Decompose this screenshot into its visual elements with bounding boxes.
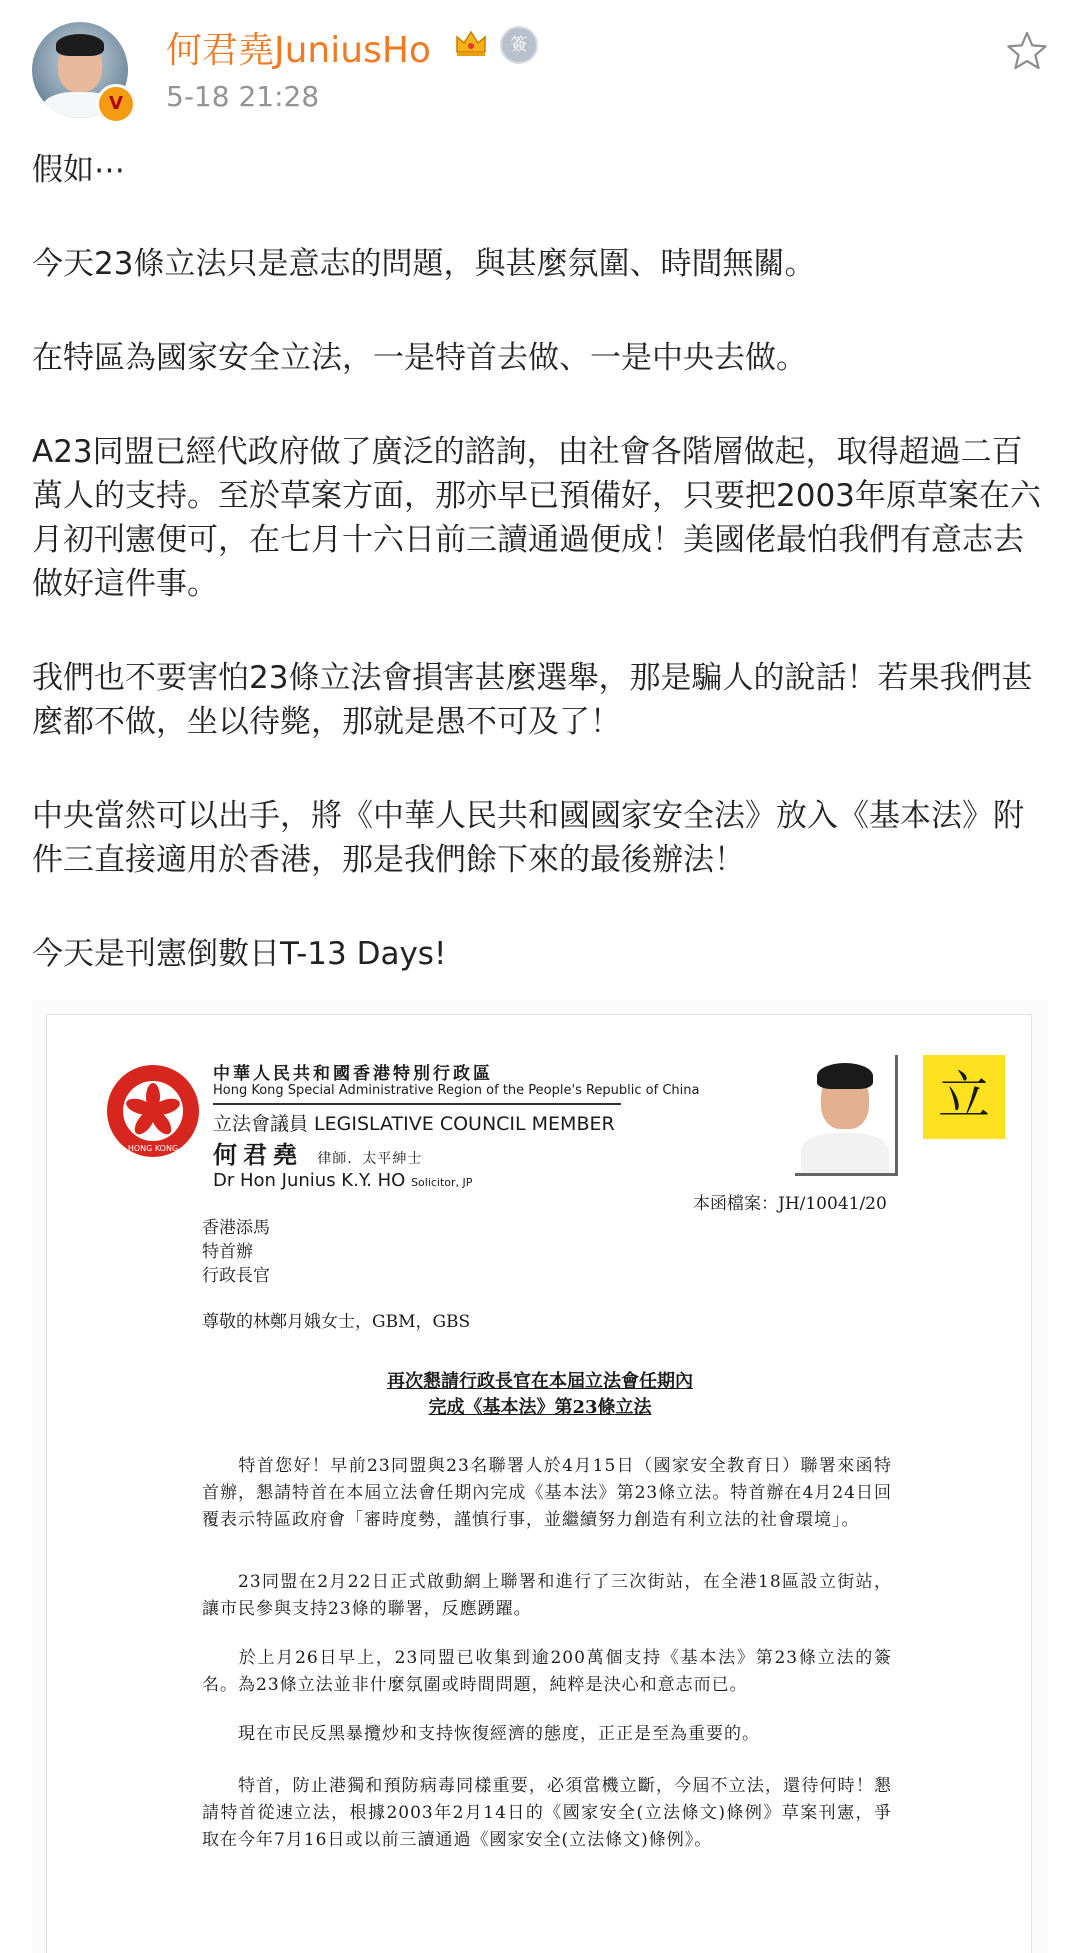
letter-paragraph bbox=[202, 1721, 892, 1748]
party-logo-icon: 立 bbox=[923, 1055, 1005, 1139]
portrait-shirt bbox=[801, 1133, 889, 1176]
name-cn-title: 律師．太平紳士 bbox=[317, 1151, 423, 1167]
file-reference: 本函檔案：JH/10041/20 bbox=[693, 1194, 887, 1214]
portrait-photo bbox=[795, 1055, 898, 1176]
post-paragraph: A23同盟已經代政府做了廣泛的諮詢，由社會各階層做起，取得超過二百萬人的支持。至於草案方面，那亦早已預備好，只要把2003年原草案在六月初刊憲便可，在七月十六日前三讀通過便成！美國佬最怕我們有意志去做好這件事。 bbox=[32, 434, 1041, 602]
name-en: Dr Hon Junius K.Y. HO bbox=[213, 1170, 406, 1191]
letterhead-name-en bbox=[213, 1170, 472, 1191]
user-name-link[interactable]: 何君堯JuniusHo bbox=[166, 30, 431, 71]
post-paragraph: 中央當然可以出手，將《中華人民共和國國家安全法》放入《基本法》附件三直接適用於香港，那是我們餘下來的最後辦法！ bbox=[32, 798, 1024, 878]
post-timestamp: 5-18 21:28 bbox=[166, 80, 320, 113]
emblem-text: HONG KONG bbox=[127, 1144, 179, 1153]
letter-paragraph-text: 23同盟在2月22日正式啟動網上聯署和進行了三次街站，在全港18區設立街站，讓市民參與支持23條的聯署，反應踴躍。 bbox=[202, 1572, 892, 1619]
medal-badge-icon[interactable]: 簽 bbox=[500, 26, 538, 64]
address-line: 香港添馬 bbox=[202, 1218, 270, 1238]
letterhead-name-cn bbox=[213, 1135, 422, 1170]
post-paragraph: 今天23條立法只是意志的問題，與甚麼氛圍、時間無關。 bbox=[32, 246, 816, 282]
attached-letter-image[interactable] bbox=[32, 1000, 1048, 1953]
post-paragraph: 假如⋯ bbox=[32, 152, 125, 188]
address-line: 特首辦 bbox=[202, 1242, 253, 1262]
hk-emblem-icon bbox=[105, 1063, 201, 1159]
salutation: 尊敬的林鄭月娥女士，GBM，GBS bbox=[202, 1312, 471, 1332]
letter-paragraph bbox=[202, 1569, 892, 1623]
post-body bbox=[32, 148, 1042, 1026]
letter-paragraph-text: 特首您好！早前23同盟與23名聯署人於4月15日（國家安全教育日）聯署來函特首辦，懇請特首在本屆立法會任期內完成《基本法》第23條立法。特首辦在4月24日回覆表示特區政府會「審時度勢，謹慎行事，並繼續努力創造有利立法的社會環境」。 bbox=[202, 1456, 892, 1530]
letterhead-english: Hong Kong Special Administrative Region of the People's Republic of China bbox=[213, 1083, 700, 1098]
letter-page bbox=[46, 1014, 1032, 1953]
letter-paragraph-text: 現在市民反黑暴攬炒和支持恢復經濟的態度，正正是至為重要的。 bbox=[238, 1724, 760, 1744]
letter-paragraph bbox=[202, 1645, 892, 1699]
letterhead-chinese: 中華人民共和國香港特別行政區 bbox=[213, 1064, 493, 1084]
subject-line: 完成《基本法》第23條立法 bbox=[428, 1397, 652, 1418]
letterhead-role: 立法會議員 LEGISLATIVE COUNCIL MEMBER bbox=[213, 1113, 615, 1135]
post-paragraph: 我們也不要害怕23條立法會損害甚麼選舉，那是騙人的說話！若果我們甚麼都不做，坐以待斃，那就是愚不可及了！ bbox=[32, 660, 1033, 740]
subject-line: 再次懇請行政長官在本屆立法會任期內 bbox=[387, 1371, 693, 1392]
verified-icon: V bbox=[96, 84, 136, 124]
address-line: 行政長官 bbox=[202, 1266, 270, 1286]
portrait-hair bbox=[817, 1063, 873, 1089]
post-paragraph: 今天是刊憲倒數日T-13 Days! bbox=[32, 936, 447, 972]
letterhead-divider bbox=[213, 1103, 621, 1105]
post-paragraph: 在特區為國家安全立法，一是特首去做、一是中央去做。 bbox=[32, 340, 807, 376]
name-cn: 何君堯 bbox=[213, 1140, 303, 1169]
name-en-title: Solicitor, JP bbox=[411, 1176, 473, 1189]
post-header bbox=[0, 0, 1080, 140]
favorite-star-icon[interactable] bbox=[1006, 30, 1048, 72]
letter-paragraph bbox=[202, 1453, 892, 1534]
letter-paragraph bbox=[202, 1773, 892, 1854]
letter-paragraph-text: 於上月26日早上，23同盟已收集到逾200萬個支持《基本法》第23條立法的簽名。為23條立法並非什麼氛圍或時間問題，純粹是決心和意志而已。 bbox=[202, 1648, 892, 1695]
avatar-hair bbox=[56, 34, 104, 56]
letter-paragraph-text: 特首，防止港獨和預防病毒同樣重要，必須當機立斷，今屆不立法，還待何時！懇請特首從速立法，根據2003年2月14日的《國家安全(立法條文)條例》草案刊憲，爭取在今年7月16日或以前三讀通過《國家安全(立法條文)條例》。 bbox=[202, 1776, 892, 1850]
crown-badge-icon[interactable] bbox=[454, 28, 488, 58]
